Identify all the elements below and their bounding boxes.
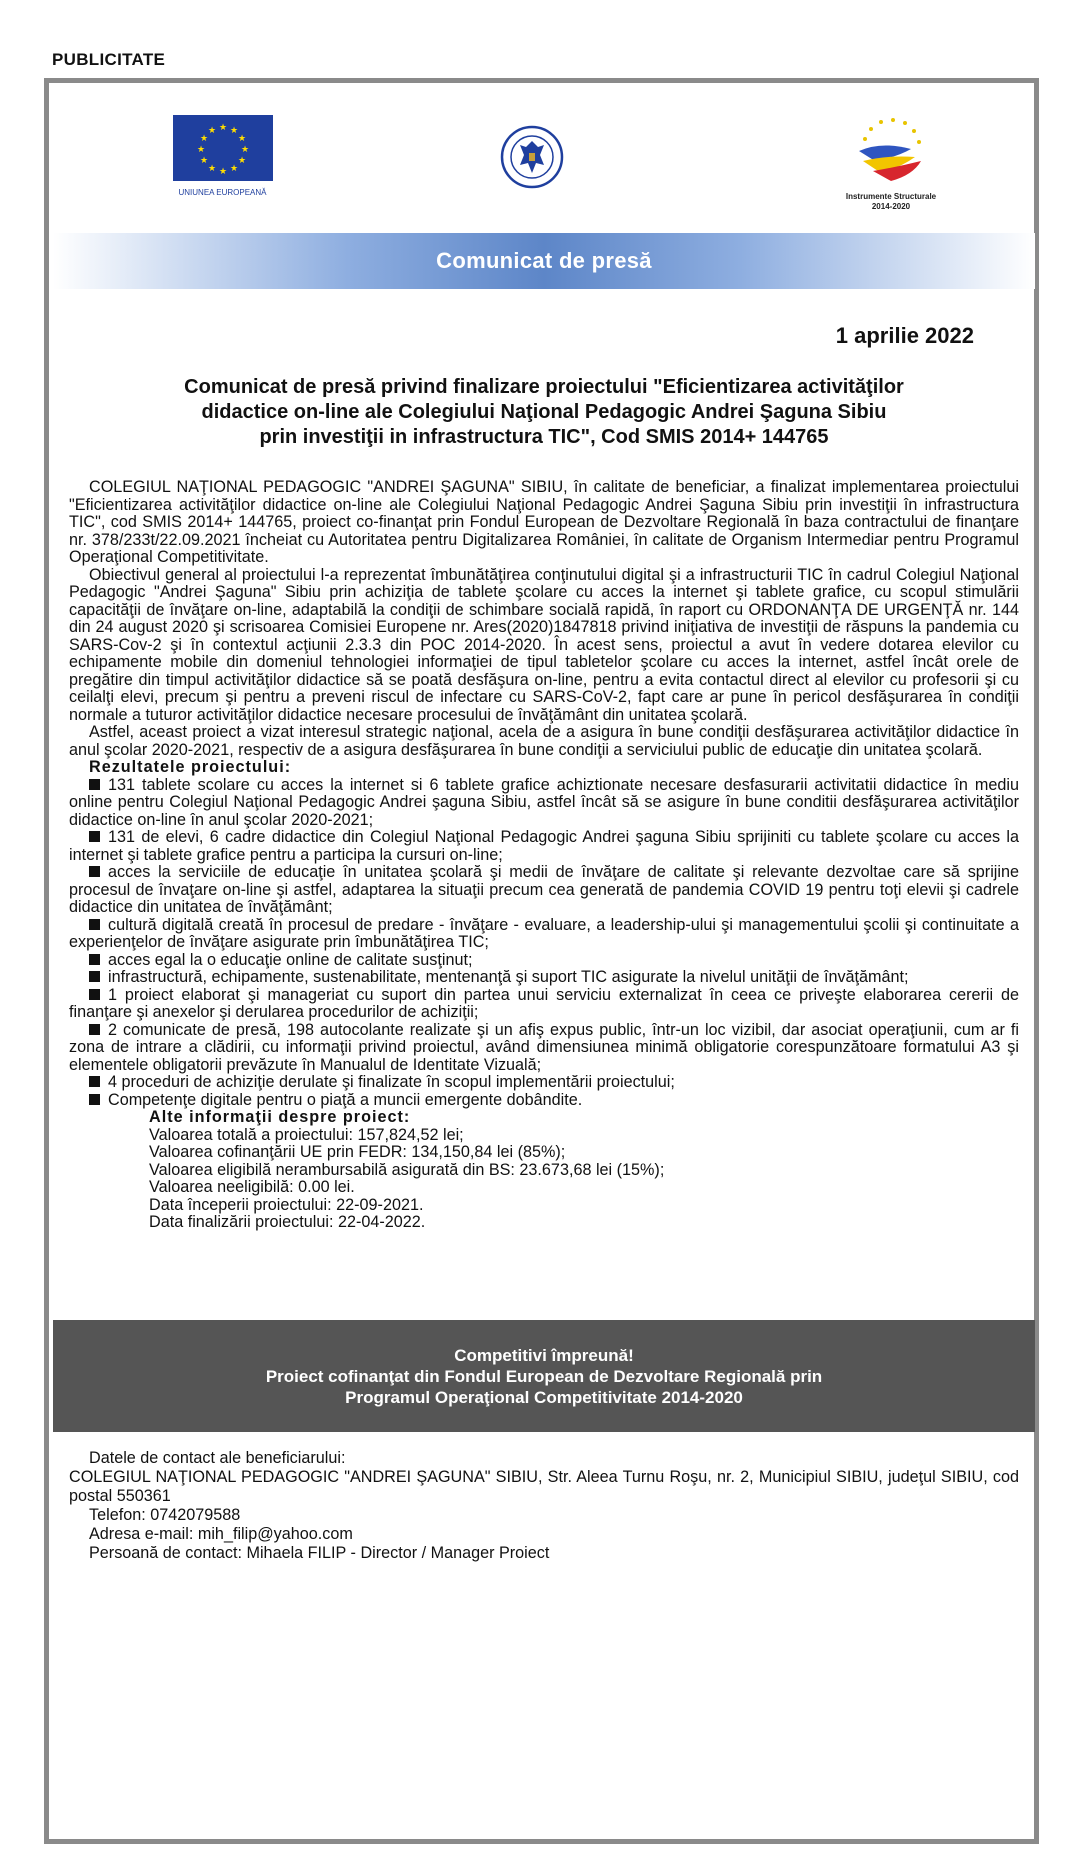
bullet-square-icon [89, 919, 100, 930]
svg-text:★: ★ [196, 145, 205, 155]
advertisement-frame [44, 78, 1039, 1844]
contact-section [69, 1449, 1019, 1563]
info-line: Valoarea eligibilă nerambursabilă asigurată din BS: 23.673,68 lei (15%); [149, 1160, 665, 1179]
body-paragraph: Astfel, aceast proiect a vizat interesul strategic naţional, acela de a asigura în bune condiţii desfăşurarea activităţilor didactice în anul şcolar 2020-2021, respectiv de a asigura desfăşurarea în bune condiţii a serviciului public de educaţie din unitatea şcolară. [69, 723, 1019, 759]
result-item: Competenţe digitale pentru o piaţă a muncii emergente dobândite. [69, 1092, 1019, 1110]
contact-email: Adresa e-mail: mih_filip@yahoo.com [89, 1525, 353, 1543]
info-line: Valoarea totală a proiectului: 157,824,52 lei; [149, 1125, 464, 1144]
footer-line-1: Competitivi împreună! [454, 1345, 634, 1365]
bullet-square-icon [89, 989, 100, 1000]
release-title [69, 375, 1019, 450]
contact-heading: Datele de contact ale beneficiarului: [89, 1449, 346, 1467]
result-item: infrastructură, echipamente, sustenabilitate, mentenanţă şi suport TIC asigurate la nivelul unităţii de învăţământ; [69, 969, 1019, 987]
result-item: 131 de elevi, 6 cadre didactice din Colegiul Naţional Pedagogic Andrei şaguna Sibiu sprijiniti cu tablete şcolare cu acces la internet şi tablete grafice pentru a participa la cursuri on-line; [69, 828, 1019, 864]
result-item: cultură digitală creată în procesul de predare - învăţare - evaluare, a leadership-ului şi managementului şcolii şi continuitate a experienţelor de învăţare asigurate prin îmbunătăţirea TIC; [69, 915, 1019, 951]
government-seal-icon [500, 125, 564, 189]
result-item: 131 tablete scolare cu acces la internet si 6 tablete grafice achiztionate necesare desfasurarii activitatii didactice în mediu online pentru Colegiul Naţional Pedagogic Andrei şaguna Sibiu, astfel încât să se asigure în bune conditii desfăşurarea activităţilor didactice on-line în anul şcolar 2020-2021; [69, 775, 1019, 829]
banner-title: Comunicat de presă [436, 248, 652, 273]
result-item: 2 comunicate de presă, 198 autocolante realizate şi un afiş expus public, într-un loc vizibil, dar asociat operaţiunii, cum ar fi zona de intrare a clădirii, cu informaţii privind proiectul, având dimensiunea minimă obligatorie corespunzătoare formatului A3 şi elementele obligatorii prevăzute în Manualul de Identitate Vizuală; [69, 1020, 1019, 1074]
footer-line-2: Proiect cofinanţat din Fondul European de Dezvoltare Regională prin [265, 1366, 823, 1386]
svg-text:★: ★ [218, 167, 227, 177]
result-item: 4 proceduri de achiziţie derulate şi finalizate în scopul implementării proiectului; [69, 1074, 1019, 1092]
press-release-banner [53, 233, 1035, 289]
title-line-1: Comunicat de presă privind finalizare proiectului "Eficientizarea activităţilor [184, 376, 904, 398]
eu-logo [161, 115, 284, 197]
footer-line-3: Programul Operaţional Competitivitate 2014-2020 [345, 1387, 743, 1407]
logo-row [49, 103, 1034, 233]
project-info [149, 1109, 1019, 1232]
bullet-square-icon [89, 866, 100, 877]
results-heading: Rezultatele proiectului: [89, 758, 292, 776]
release-date: 1 aprilie 2022 [835, 323, 974, 348]
bullet-square-icon [89, 831, 100, 842]
bullet-square-icon [89, 1024, 100, 1035]
svg-text:★: ★ [199, 156, 208, 166]
structural-instruments-caption-2: 2014-2020 [871, 202, 911, 211]
eu-logo-caption: UNIUNEA EUROPEANĂ [178, 188, 267, 197]
svg-text:★: ★ [207, 126, 216, 136]
svg-text:★: ★ [199, 134, 208, 144]
svg-text:★: ★ [218, 123, 227, 133]
info-line: Data finalizării proiectului: 22-04-2022. [149, 1213, 426, 1231]
result-item: 1 proiect elaborat şi manageriat cu suport din partea unui serviciu externalizat în ceea ce priveşte elaborarea cererii de finanţare şi anexelor şi derularea procedurilor de achiziţii; [69, 985, 1019, 1021]
bullet-square-icon [89, 779, 100, 790]
project-info-heading: Alte informaţii despre proiect: [149, 1108, 411, 1126]
publicitate-label: PUBLICITATE [52, 50, 166, 69]
svg-text:★: ★ [207, 164, 216, 174]
info-line: Valoarea cofinanţării UE prin FEDR: 134,150,84 lei (85%); [149, 1143, 566, 1161]
info-line: Valoarea neeligibilă: 0.00 lei. [149, 1178, 355, 1196]
contact-address: COLEGIUL NAŢIONAL PEDAGOGIC "ANDREI ŞAGUNA" SIBIU, Str. Aleea Turnu Roşu, nr. 2, Municipiul SIBIU, judeţul SIBIU, cod postal 550361 [69, 1468, 1019, 1505]
release-body [69, 479, 1019, 1232]
svg-text:★: ★ [237, 134, 246, 144]
svg-text:★: ★ [237, 156, 246, 166]
result-item: acces la serviciile de educaţie în unitatea şcolară şi medii de învăţare de calitate şi relevante dezvoltae care să sprijine procesul de învaţare on-line şi astfel, adaptarea la situaţii precum cea generată de pandemia COVID 19 pentru toţi elevii şi cadrele didactice din unitatea de învăţământ; [69, 863, 1019, 916]
body-paragraph: Obiectivul general al proiectului l-a reprezentat îmbunătăţirea conţinutului digital şi a infrastructurii TIC în cadrul Colegiul Naţional Pedagogic "Andrei Şaguna" Sibiu prin achiziţia de tablete şcolare cu acces la internet şi tablete grafice, cu scopul stimulării capacităţii de învăţare on-line, adaptabilă la condiţii de schimbare socială rapidă, în raport cu ORDONANŢA DE URGENŢĂ nr. 144 din 24 august 2020 şi scrisoarea Comisiei Europene nr. Ares(2020)1847818 privind iniţiativa de investiţii de răspuns la pandemia cu SARS-Cov-2 şi în contextul acţiunii 2.3.3 din POC 2014-2020. În acest sens, proiectul a avut în vedere dotarea elevilor cu echipamente mobile din domeniul tehnologiei informaţiei de tipul tabletelor şcolare cu acces la internet, astfel încât orele de pregătire din timpul activităţilor didactice să se poată desfăşura on-line, pentru a evita contactul direct al elevilor cu profesorii şi cu ceilalţi elevi, precum şi pentru a preveni riscul de infectare cu SARS-CoV-2, fapt care ar pune în pericol desfăşurarea în condiţii normale a tuturor activităţilor didactice necesare procesului de învăţământ din unitatea şcolară. [69, 565, 1019, 724]
bullet-square-icon [89, 954, 100, 965]
bullet-square-icon [89, 1076, 100, 1087]
bullet-square-icon [89, 1094, 100, 1105]
government-logo [500, 125, 580, 194]
result-item: acces egal la o educaţie online de calitate susţinut; [69, 952, 1019, 970]
body-paragraph: COLEGIUL NAŢIONAL PEDAGOGIC "ANDREI ŞAGUNA" SIBIU, în calitate de beneficiar, a finalizat implementarea proiectului "Eficientizarea activităţilor didactice on-line ale Colegiului Naţional Pedagogic Andrei Şaguna Sibiu prin investiţii în infrastructura TIC", cod SMIS 2014+ 144765, proiect co-finanţat prin Fondul European de Dezvoltare Regională în baza contractului de finanţare nr. 378/233t/22.09.2021 încheiat cu Autoritatea pentru Digitalizarea României, în calitate de Organism Intermediar pentru Programul Operaţional Competitivitate. [69, 478, 1019, 566]
svg-text:★: ★ [229, 164, 238, 174]
contact-phone: Telefon: 0742079588 [89, 1506, 241, 1524]
structural-instruments-logo [831, 113, 951, 212]
eu-flag-icon [173, 115, 273, 181]
info-line: Data începerii proiectului: 22-09-2021. [149, 1195, 424, 1214]
contact-person: Persoană de contact: Mihaela FILIP - Director / Manager Proiect [89, 1544, 550, 1562]
svg-text:★: ★ [229, 126, 238, 136]
structural-instruments-caption-1: Instrumente Structurale [845, 192, 937, 201]
bullet-square-icon [89, 971, 100, 982]
structural-instruments-icon [851, 113, 931, 187]
title-line-3: prin investiţii in infrastructura TIC", Cod SMIS 2014+ 144765 [259, 426, 829, 448]
funding-footer [53, 1320, 1035, 1432]
svg-text:★: ★ [240, 145, 249, 155]
title-line-2: didactice on-line ale Colegiului Naţional Pedagogic Andrei Şaguna Sibiu [201, 401, 887, 423]
